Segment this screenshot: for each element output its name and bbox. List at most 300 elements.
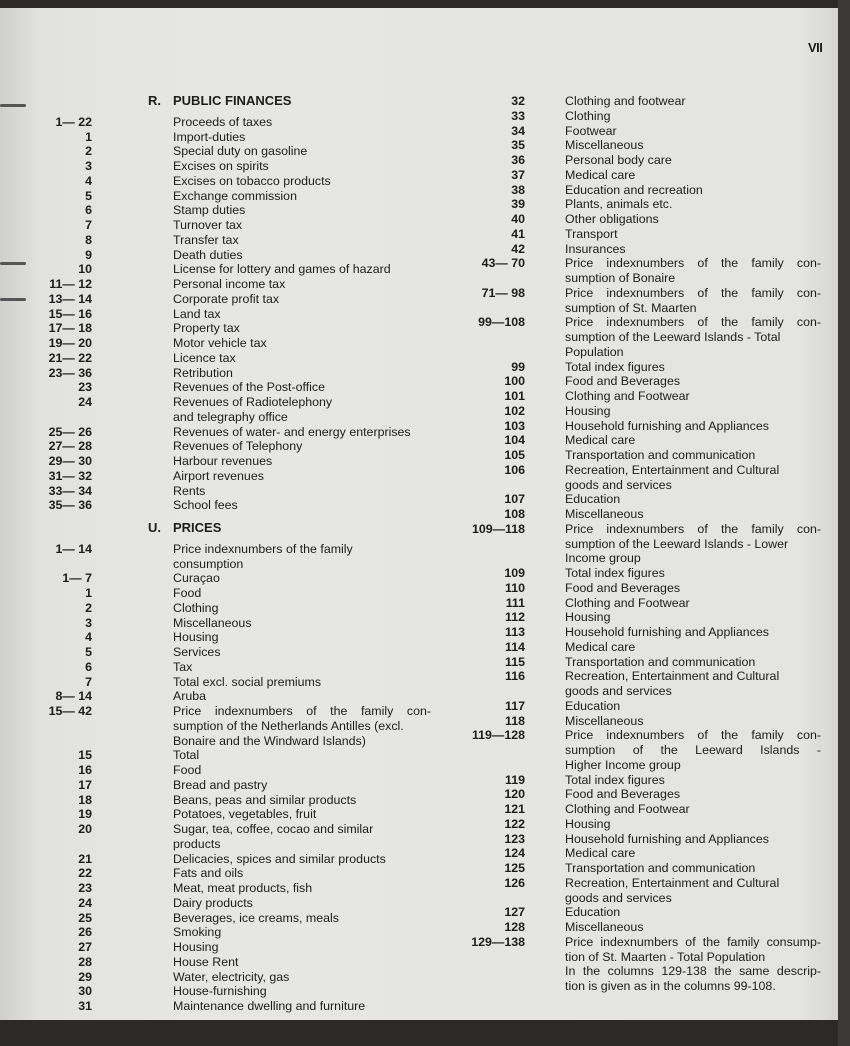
table-number-range: 19— 20 <box>48 336 92 350</box>
entry-description <box>173 689 431 704</box>
entry-description <box>173 189 431 204</box>
index-entry <box>440 935 830 994</box>
entry-description <box>173 395 431 425</box>
index-entry <box>440 153 830 168</box>
entry-line: Other obligations <box>565 212 659 226</box>
index-entry <box>440 138 830 153</box>
index-entry <box>440 448 830 463</box>
table-number-range: 111 <box>505 595 525 610</box>
entry-description <box>173 174 431 189</box>
entry-line: Price indexnumbers of the family con- <box>565 521 821 536</box>
index-entry <box>440 197 830 212</box>
entry-description <box>173 866 431 881</box>
entry-description <box>173 469 431 484</box>
entry-line: sumption of St. Maarten <box>565 300 697 315</box>
table-number-range: 35 <box>511 138 525 153</box>
index-entry <box>30 130 440 145</box>
table-number-range: 108 <box>504 507 525 521</box>
entry-description <box>173 940 431 955</box>
entry-description <box>173 321 431 336</box>
index-entry <box>30 660 440 675</box>
entry-line: Food and Beverages <box>565 580 681 595</box>
entry-description <box>173 896 431 911</box>
table-number-range: 1 <box>85 129 92 144</box>
entry-description <box>565 242 821 257</box>
entry-description <box>173 130 431 145</box>
index-entry <box>440 581 830 596</box>
entry-line: Transfer tax <box>173 232 239 247</box>
entry-line: goods and services <box>565 684 672 698</box>
table-number-range: 18 <box>78 792 92 807</box>
entry-line: Harbour revenues <box>173 454 273 468</box>
entry-line: Price indexnumbers of the family con- <box>565 728 821 743</box>
entry-line: Education <box>565 698 621 713</box>
entry-description <box>565 522 821 566</box>
table-number-range: 113 <box>505 625 525 639</box>
table-number-range: 103 <box>504 418 525 433</box>
index-entry <box>30 144 440 159</box>
table-number-range: 7 <box>85 218 92 232</box>
entry-line: Medical care <box>565 167 636 182</box>
table-number-range: 40 <box>511 212 525 226</box>
entry-line: Revenues of the Post-office <box>173 380 325 395</box>
entry-line: Price indexnumbers of the family consump- <box>565 934 821 949</box>
entry-line: Housing <box>565 610 611 625</box>
entry-description <box>173 660 431 675</box>
entry-line: License for lottery and games of hazard <box>173 262 391 277</box>
entry-description <box>173 542 431 572</box>
entry-line: Water, electricity, gas <box>173 969 290 984</box>
index-entry <box>30 262 440 277</box>
entry-line: sumption of the Leeward Islands - Total <box>565 330 781 344</box>
entry-description <box>565 507 821 522</box>
entry-line: Revenues of water- and energy enterprises <box>173 424 411 439</box>
table-number-range: 39 <box>511 197 525 212</box>
entry-description <box>565 183 821 198</box>
index-entry <box>30 601 440 616</box>
index-entry <box>440 846 830 861</box>
index-entry <box>30 498 440 513</box>
table-number-range: 17— 18 <box>48 321 92 336</box>
entry-description <box>173 498 431 513</box>
table-number-range: 118 <box>505 713 525 728</box>
index-entry <box>440 817 830 832</box>
entry-line: Price indexnumbers of the family con- <box>565 285 821 300</box>
entry-line: Price indexnumbers of the family con- <box>565 256 821 271</box>
binder-hole-mark <box>0 104 26 107</box>
index-entry <box>440 920 830 935</box>
entry-line: Food <box>173 586 202 600</box>
entry-line: School fees <box>173 498 238 513</box>
section-letter: U. <box>148 520 161 535</box>
table-number-range: 99—108 <box>478 315 525 330</box>
index-entry <box>440 94 830 109</box>
entry-description <box>173 748 431 763</box>
table-number-range: 15— 16 <box>48 306 92 321</box>
entry-line: Housing <box>173 630 219 645</box>
table-number-range: 120 <box>504 787 525 802</box>
index-entry <box>30 321 440 336</box>
table-number-range: 122 <box>504 816 525 831</box>
index-entry <box>30 778 440 793</box>
index-entry <box>440 625 830 640</box>
entry-description <box>565 802 821 817</box>
table-number-range: 15— 42 <box>48 704 92 718</box>
table-number-range: 37 <box>511 167 525 182</box>
index-entry <box>30 822 440 852</box>
index-entry <box>30 925 440 940</box>
entry-line: Total index figures <box>565 359 665 374</box>
binder-hole-mark <box>0 298 26 301</box>
table-number-range: 7 <box>85 674 92 689</box>
table-number-range: 112 <box>505 610 525 625</box>
table-number-range: 117 <box>505 698 525 713</box>
entry-description <box>173 970 431 985</box>
entry-line: Recreation, Entertainment and Cultural <box>565 669 780 684</box>
entry-description <box>565 227 821 242</box>
entry-description <box>173 793 431 808</box>
entry-description <box>173 144 431 159</box>
entry-line: sumption of the Leeward Islands - <box>565 743 821 757</box>
entry-description <box>565 699 821 714</box>
table-number-range: 1— 7 <box>62 571 92 586</box>
entry-line: Clothing <box>173 600 219 615</box>
index-entry <box>30 115 440 130</box>
entry-description <box>173 380 431 395</box>
entry-line: Delicacies, spices and similar products <box>173 851 386 866</box>
table-number-range: 1— 22 <box>55 114 92 129</box>
entry-description <box>173 159 431 174</box>
entry-line: Rents <box>173 483 206 498</box>
entry-line: House Rent <box>173 954 239 969</box>
entry-description <box>173 807 431 822</box>
index-entry <box>440 168 830 183</box>
table-number-range: 127 <box>504 905 525 920</box>
entry-description <box>565 920 821 935</box>
entry-line: Transportation and communication <box>565 861 756 875</box>
index-entry <box>440 655 830 670</box>
entry-description <box>565 625 821 640</box>
table-number-range: 5 <box>85 188 92 203</box>
index-entry <box>440 374 830 389</box>
entry-line: Excises on spirits <box>173 159 269 173</box>
entry-line: Medical care <box>565 433 636 448</box>
entry-line: Price indexnumbers of the family <box>173 541 353 556</box>
index-entry <box>30 366 440 381</box>
table-number-range: 15 <box>78 748 92 763</box>
entry-line: sumption of the Leeward Islands - Lower <box>565 536 789 551</box>
table-number-range: 100 <box>504 374 525 389</box>
entry-line: Corporate profit tax <box>173 291 280 306</box>
index-entry <box>30 704 440 748</box>
table-number-range: 3 <box>85 159 92 173</box>
table-number-range: 105 <box>504 448 525 462</box>
table-number-range: 6 <box>85 203 92 218</box>
entry-line: Retribution <box>173 365 233 380</box>
section-title: PRICES <box>173 520 222 535</box>
entry-description <box>565 109 821 124</box>
entry-line: Death duties <box>173 247 243 262</box>
entry-line: Land tax <box>173 306 221 321</box>
table-number-range: 4 <box>85 630 92 645</box>
table-number-range: 33— 34 <box>48 483 92 498</box>
entry-line: Transportation and communication <box>565 654 756 669</box>
table-number-range: 23 <box>78 380 92 395</box>
index-entry <box>440 183 830 198</box>
table-number-range: 5 <box>85 645 92 659</box>
index-entry <box>440 433 830 448</box>
table-number-range: 2 <box>85 144 92 159</box>
entry-line: Miscellaneous <box>565 507 644 521</box>
entry-line: Personal body care <box>565 153 672 167</box>
section-heading <box>30 94 440 109</box>
index-left-column <box>30 94 440 1014</box>
entry-description <box>565 138 821 153</box>
entry-line: Beans, peas and similar products <box>173 792 357 807</box>
index-entry <box>440 227 830 242</box>
entry-description <box>173 366 431 381</box>
entry-description <box>565 566 821 581</box>
table-number-range: 24 <box>78 395 92 409</box>
table-number-range: 4 <box>85 173 92 188</box>
entry-description <box>173 984 431 999</box>
entry-description <box>565 596 821 611</box>
entry-line: Stamp duties <box>173 203 246 218</box>
index-entry <box>30 395 440 425</box>
table-number-range: 128 <box>504 920 525 934</box>
entry-line: Income group <box>565 551 641 566</box>
index-entry <box>30 277 440 292</box>
entry-line: Special duty on gasoline <box>173 144 308 159</box>
entry-description <box>173 571 431 586</box>
index-entry <box>30 896 440 911</box>
entry-line: Curaçao <box>173 571 220 586</box>
entry-line: Higher Income group <box>565 757 681 772</box>
table-number-range: 101 <box>504 389 525 403</box>
index-entry <box>30 748 440 763</box>
table-number-range: 2 <box>85 600 92 615</box>
entry-description <box>565 787 821 802</box>
table-number-range: 16 <box>78 763 92 777</box>
entry-line: Recreation, Entertainment and Cultural <box>565 875 780 890</box>
index-entry <box>30 807 440 822</box>
entry-description <box>173 292 431 307</box>
table-number-range: 1 <box>85 586 92 600</box>
table-number-range: 20 <box>78 822 92 836</box>
entry-line: Population <box>565 344 624 359</box>
entry-description <box>173 675 431 690</box>
index-entry <box>440 404 830 419</box>
entry-description <box>565 124 821 139</box>
entry-line: Education <box>565 492 621 507</box>
entry-line: Revenues of Telephony <box>173 439 303 454</box>
entry-description <box>565 640 821 655</box>
index-entry <box>440 610 830 625</box>
entry-line: Smoking <box>173 925 222 940</box>
entry-description <box>173 351 431 366</box>
table-number-range: 109 <box>504 566 525 580</box>
index-entry <box>30 336 440 351</box>
index-entry <box>30 852 440 867</box>
table-number-range: 22 <box>78 866 92 881</box>
index-entry <box>440 463 830 493</box>
table-number-range: 121 <box>504 802 525 816</box>
table-number-range: 29 <box>78 969 92 984</box>
entry-line: Price indexnumbers of the family con- <box>565 315 821 330</box>
entry-description <box>173 852 431 867</box>
index-entry <box>30 616 440 631</box>
entry-line: Miscellaneous <box>565 138 644 153</box>
index-entry <box>30 763 440 778</box>
table-number-range: 29— 30 <box>48 454 92 468</box>
table-number-range: 8— 14 <box>55 689 92 704</box>
entry-line: Food and Beverages <box>565 787 681 802</box>
index-entry <box>440 212 830 227</box>
entry-description <box>173 203 431 218</box>
table-number-range: 119—128 <box>471 728 525 743</box>
entry-line: Bread and pastry <box>173 777 268 792</box>
section-title: PUBLIC FINANCES <box>173 93 292 108</box>
index-entry <box>30 630 440 645</box>
entry-description <box>565 389 821 404</box>
index-entry <box>440 861 830 876</box>
entry-line: Sugar, tea, coffee, cocao and similar <box>173 822 374 836</box>
entry-line: Total index figures <box>565 772 665 787</box>
entry-line: Housing <box>173 940 219 954</box>
index-entry <box>30 351 440 366</box>
table-number-range: 119 <box>505 772 525 787</box>
entry-description <box>173 601 431 616</box>
table-number-range: 107 <box>504 492 525 507</box>
index-entry <box>30 439 440 454</box>
index-entry <box>30 292 440 307</box>
entry-line: Turnover tax <box>173 218 243 232</box>
index-entry <box>440 389 830 404</box>
entry-line: sumption of the Netherlands Antilles (excl. <box>173 718 404 733</box>
entry-description <box>565 669 821 699</box>
entry-line: Airport revenues <box>173 468 264 483</box>
entry-description <box>565 492 821 507</box>
entry-description <box>565 94 821 109</box>
entry-line: Clothing and Footwear <box>565 389 690 403</box>
entry-description <box>565 315 821 359</box>
entry-line: Clothing and Footwear <box>565 595 690 610</box>
index-entry <box>440 492 830 507</box>
index-entry <box>440 669 830 699</box>
entry-description <box>173 218 431 233</box>
entry-line: and telegraphy office <box>173 409 288 424</box>
entry-line: Excises on tobacco products <box>173 173 331 188</box>
entry-line: House-furnishing <box>173 984 267 999</box>
index-entry <box>30 793 440 808</box>
entry-description <box>565 714 821 729</box>
entry-line: Miscellaneous <box>565 713 644 728</box>
table-number-range: 123 <box>504 831 525 846</box>
entry-description <box>565 256 821 286</box>
entry-description <box>173 778 431 793</box>
entry-line: Services <box>173 645 221 659</box>
table-number-range: 25— 26 <box>48 424 92 439</box>
table-number-range: 27 <box>78 940 92 954</box>
entry-line: Bonaire and the Windward Islands) <box>173 733 366 748</box>
index-entry <box>440 787 830 802</box>
entry-description <box>565 404 821 419</box>
index-entry <box>30 940 440 955</box>
index-entry <box>440 360 830 375</box>
entry-description <box>565 448 821 463</box>
entry-line: consumption <box>173 556 244 571</box>
entry-description <box>173 630 431 645</box>
entry-line: Housing <box>565 403 611 418</box>
entry-line: Exchange commission <box>173 188 297 203</box>
index-right-column <box>440 94 830 994</box>
entry-line: Tax <box>173 659 193 674</box>
index-entry <box>440 699 830 714</box>
table-number-range: 129—138 <box>471 934 525 949</box>
entry-line: Fats and oils <box>173 866 244 881</box>
entry-description <box>173 454 431 469</box>
entry-line: Medical care <box>565 639 636 654</box>
index-entry <box>440 256 830 286</box>
table-number-range: 71— 98 <box>481 285 525 300</box>
table-number-range: 106 <box>504 462 525 477</box>
index-entry <box>30 233 440 248</box>
entry-description <box>173 336 431 351</box>
entry-description <box>565 655 821 670</box>
entry-line: sumption of Bonaire <box>565 271 676 285</box>
index-entry <box>30 866 440 881</box>
entry-description <box>173 881 431 896</box>
entry-line: products <box>173 836 221 851</box>
table-number-range: 124 <box>504 846 525 861</box>
entry-description <box>173 307 431 322</box>
entry-line: Property tax <box>173 321 240 336</box>
entry-line: Household furnishing and Appliances <box>565 831 769 846</box>
entry-description <box>173 425 431 440</box>
entry-description <box>565 419 821 434</box>
table-number-range: 35— 36 <box>48 498 92 513</box>
table-number-range: 8 <box>85 232 92 247</box>
entry-description <box>173 484 431 499</box>
entry-line: Clothing and Footwear <box>565 802 690 816</box>
entry-description <box>565 876 821 906</box>
entry-description <box>565 374 821 389</box>
entry-description <box>565 935 821 994</box>
table-number-range: 17 <box>78 777 92 792</box>
index-entry <box>30 189 440 204</box>
entry-description <box>173 925 431 940</box>
entry-line: Total <box>173 748 200 763</box>
entry-line: Clothing and footwear <box>565 94 686 108</box>
index-entry <box>30 571 440 586</box>
entry-description <box>565 433 821 448</box>
entry-line: Motor vehicle tax <box>173 336 267 350</box>
index-entry <box>440 714 830 729</box>
entry-line: Education and recreation <box>565 182 703 197</box>
table-number-range: 3 <box>85 615 92 630</box>
table-number-range: 10 <box>78 262 92 277</box>
entry-line: Miscellaneous <box>565 920 644 934</box>
index-entry <box>440 242 830 257</box>
entry-line: Licence tax <box>173 350 236 365</box>
entry-line: Beverages, ice creams, meals <box>173 910 339 925</box>
table-number-range: 109—118 <box>471 521 525 536</box>
table-number-range: 38 <box>511 182 525 197</box>
entry-description <box>173 115 431 130</box>
page-edge <box>838 0 850 1046</box>
entry-description <box>565 168 821 183</box>
table-number-range: 42 <box>511 241 525 256</box>
